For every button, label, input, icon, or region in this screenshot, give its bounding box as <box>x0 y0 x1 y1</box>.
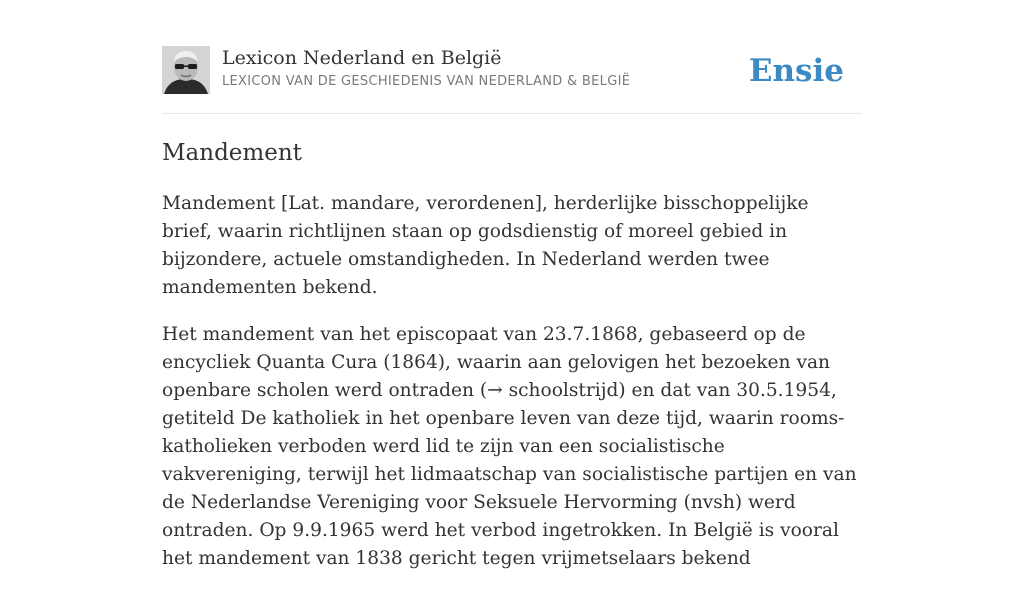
source-title[interactable]: Lexicon Nederland en België <box>222 47 502 69</box>
entry-paragraph-1: Mandement [Lat. mandare, verordenen], herderlijke bisschoppelijke brief, waarin richtlijnen staan op godsdienstig of moreel gebied in bijzondere, actuele omstandigheden. In Nederland werden twee mandementen bekend. <box>162 193 809 298</box>
source-subtitle: LEXICON VAN DE GESCHIEDENIS VAN NEDERLAND & BELGIË <box>222 74 631 89</box>
person-portrait-icon <box>162 46 210 94</box>
entry-content <box>162 190 862 592</box>
ensie-logo-link[interactable]: Ensie <box>748 53 844 89</box>
entry-paragraph-2: Het mandement van het episcopaat van 23.7.1868, gebaseerd op de encycliek Quanta Cura (1864), waarin aan gelovigen het bezoeken van openbare scholen werd ontraden (→ schoolstrijd) en dat van 30.5.1954, getiteld De katholiek in het openbare leven van deze tijd, waarin rooms-katholieken verboden werd lid te zijn van een socialistische vakvereniging, terwijl het lidmaatschap van socialistische partijen en van de Nederlandse Vereniging voor Seksuele Hervorming (nvsh) werd ontraden. Op 9.9.1965 werd het verbod ingetrokken. In België is vooral het mandement van 1838 gericht tegen vrijmetselaars bekend <box>162 324 857 569</box>
entry-title: Mandement <box>162 140 302 166</box>
source-header <box>162 46 862 114</box>
avatar[interactable] <box>162 46 210 94</box>
